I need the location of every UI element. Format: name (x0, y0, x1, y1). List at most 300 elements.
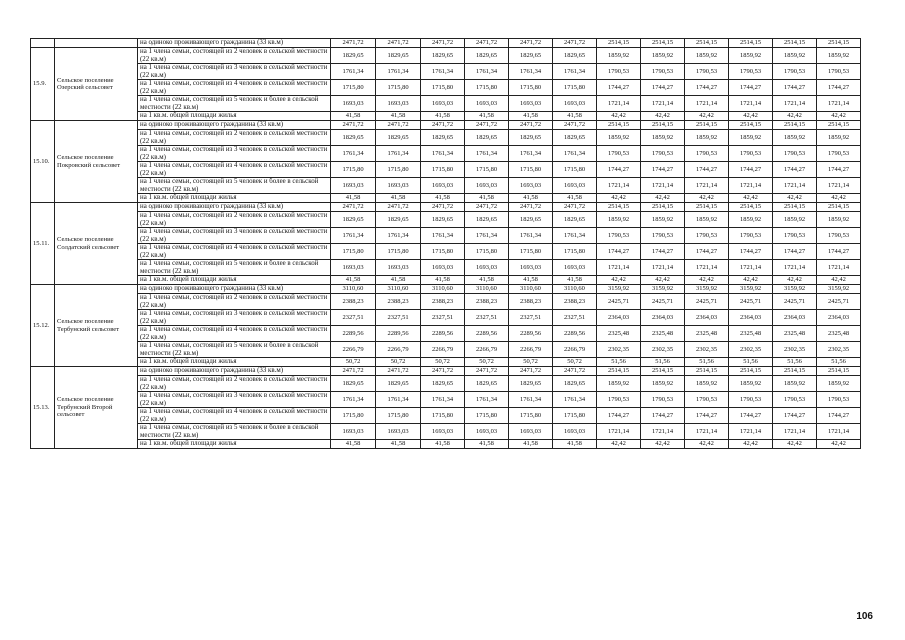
value-cell: 41,58 (331, 440, 376, 449)
value-cell: 1721,14 (597, 96, 641, 112)
value-cell: 2388,23 (465, 294, 509, 310)
value-cell: 41,58 (509, 276, 553, 285)
value-cell: 1829,65 (465, 376, 509, 392)
value-cell: 42,42 (729, 440, 773, 449)
value-cell: 1829,65 (509, 48, 553, 64)
value-cell: 1721,14 (641, 96, 685, 112)
section-number (31, 39, 55, 48)
value-cell: 41,58 (331, 276, 376, 285)
value-cell: 2388,23 (509, 294, 553, 310)
table-row (31, 194, 861, 203)
value-cell: 1790,53 (729, 392, 773, 408)
value-cell: 2514,15 (641, 121, 685, 130)
value-cell: 1790,53 (641, 228, 685, 244)
value-cell: 1829,65 (331, 212, 376, 228)
value-cell: 1715,80 (421, 408, 465, 424)
value-cell: 2266,79 (376, 342, 421, 358)
value-cell: 1829,65 (421, 48, 465, 64)
value-cell: 42,42 (729, 112, 773, 121)
value-cell: 1790,53 (597, 392, 641, 408)
value-cell: 2514,15 (641, 367, 685, 376)
value-cell: 1693,03 (509, 260, 553, 276)
value-cell: 42,42 (817, 112, 861, 121)
table-row (31, 342, 861, 358)
value-cell: 1790,53 (641, 392, 685, 408)
value-cell: 1761,34 (509, 146, 553, 162)
value-cell: 2471,72 (465, 121, 509, 130)
table-row (31, 112, 861, 121)
value-cell: 1829,65 (376, 130, 421, 146)
value-cell: 1693,03 (421, 178, 465, 194)
row-description: на 1 члена семьи, состоящей из 4 человек в сельской местности (22 кв.м) (138, 244, 331, 260)
value-cell: 1761,34 (376, 64, 421, 80)
value-cell: 1715,80 (509, 244, 553, 260)
value-cell: 2471,72 (376, 39, 421, 48)
value-cell: 42,42 (641, 276, 685, 285)
value-cell: 1721,14 (773, 424, 817, 440)
value-cell: 41,58 (376, 112, 421, 121)
value-cell: 2327,51 (421, 310, 465, 326)
value-cell: 3110,60 (376, 285, 421, 294)
value-cell: 41,58 (553, 440, 597, 449)
value-cell: 41,58 (509, 440, 553, 449)
row-description: на одиноко проживающего гражданина (33 кв.м) (138, 285, 331, 294)
value-cell: 1693,03 (376, 96, 421, 112)
value-cell: 41,58 (465, 194, 509, 203)
table-row (31, 203, 861, 212)
value-cell: 1721,14 (641, 424, 685, 440)
section-name: Сельское поселение Тербунский сельсовет (55, 285, 138, 367)
value-cell: 2514,15 (817, 121, 861, 130)
value-cell: 1721,14 (685, 424, 729, 440)
section-name: Сельское поселение Покровский сельсовет (55, 121, 138, 203)
table-row (31, 130, 861, 146)
table-row (31, 80, 861, 96)
value-cell: 2327,51 (376, 310, 421, 326)
value-cell: 1761,34 (553, 392, 597, 408)
value-cell: 1859,92 (817, 376, 861, 392)
row-description: на 1 члена семьи, состоящей из 3 человек в сельской местности (22 кв.м) (138, 392, 331, 408)
value-cell: 1761,34 (421, 392, 465, 408)
value-cell: 1859,92 (817, 130, 861, 146)
value-cell: 1829,65 (553, 212, 597, 228)
value-cell: 1744,27 (641, 244, 685, 260)
value-cell: 41,58 (509, 112, 553, 121)
tariff-table-body (31, 39, 861, 449)
section-number: 15.9. (31, 48, 55, 121)
value-cell: 2471,72 (421, 203, 465, 212)
value-cell: 1859,92 (729, 212, 773, 228)
value-cell: 1859,92 (773, 48, 817, 64)
value-cell: 2302,35 (685, 342, 729, 358)
value-cell: 2471,72 (331, 121, 376, 130)
value-cell: 1721,14 (729, 178, 773, 194)
table-row (31, 440, 861, 449)
row-description: на 1 члена семьи, состоящей из 5 человек и более в сельской местности (22 кв.м) (138, 342, 331, 358)
value-cell: 2514,15 (817, 367, 861, 376)
value-cell: 2325,48 (729, 326, 773, 342)
value-cell: 1715,80 (465, 244, 509, 260)
value-cell: 1761,34 (376, 392, 421, 408)
table-row (31, 162, 861, 178)
value-cell: 1744,27 (729, 80, 773, 96)
value-cell: 1693,03 (509, 424, 553, 440)
value-cell: 41,58 (421, 440, 465, 449)
value-cell: 2266,79 (421, 342, 465, 358)
value-cell: 3159,92 (773, 285, 817, 294)
value-cell: 1790,53 (729, 228, 773, 244)
value-cell: 2364,03 (773, 310, 817, 326)
value-cell: 2514,15 (729, 39, 773, 48)
row-description: на 1 члена семьи, состоящей из 3 человек в сельской местности (22 кв.м) (138, 310, 331, 326)
value-cell: 1790,53 (817, 64, 861, 80)
table-row (31, 146, 861, 162)
value-cell: 1744,27 (641, 408, 685, 424)
value-cell: 1790,53 (773, 228, 817, 244)
value-cell: 1790,53 (597, 146, 641, 162)
value-cell: 41,58 (376, 194, 421, 203)
value-cell: 1715,80 (421, 80, 465, 96)
value-cell: 1859,92 (685, 130, 729, 146)
value-cell: 1715,80 (331, 162, 376, 178)
value-cell: 1761,34 (553, 228, 597, 244)
value-cell: 1761,34 (465, 228, 509, 244)
value-cell: 2514,15 (817, 203, 861, 212)
value-cell: 41,58 (421, 276, 465, 285)
value-cell: 1761,34 (553, 146, 597, 162)
value-cell: 1715,80 (465, 162, 509, 178)
value-cell: 42,42 (597, 276, 641, 285)
value-cell: 1715,80 (421, 244, 465, 260)
value-cell: 1790,53 (729, 64, 773, 80)
value-cell: 1829,65 (509, 130, 553, 146)
table-row (31, 64, 861, 80)
section-number: 15.12. (31, 285, 55, 367)
value-cell: 2471,72 (421, 367, 465, 376)
value-cell: 1790,53 (597, 228, 641, 244)
value-cell: 1859,92 (597, 212, 641, 228)
value-cell: 1859,92 (641, 376, 685, 392)
value-cell: 1721,14 (817, 424, 861, 440)
value-cell: 2471,72 (553, 367, 597, 376)
value-cell: 41,58 (376, 276, 421, 285)
value-cell: 42,42 (817, 440, 861, 449)
value-cell: 1829,65 (553, 48, 597, 64)
section-number: 15.11. (31, 203, 55, 285)
table-row (31, 96, 861, 112)
value-cell: 1790,53 (685, 146, 729, 162)
value-cell: 1859,92 (685, 212, 729, 228)
value-cell: 1761,34 (376, 146, 421, 162)
value-cell: 42,42 (773, 276, 817, 285)
table-row (31, 408, 861, 424)
value-cell: 1693,03 (553, 424, 597, 440)
value-cell: 51,56 (597, 358, 641, 367)
value-cell: 1859,92 (729, 376, 773, 392)
row-description: на 1 члена семьи, состоящей из 5 человек и более в сельской местности (22 кв.м) (138, 424, 331, 440)
value-cell: 1744,27 (685, 244, 729, 260)
value-cell: 1693,03 (509, 96, 553, 112)
row-description: на 1 члена семьи, состоящей из 4 человек в сельской местности (22 кв.м) (138, 326, 331, 342)
row-description: на одиноко проживающего гражданина (33 кв.м) (138, 367, 331, 376)
value-cell: 2302,35 (773, 342, 817, 358)
value-cell: 1790,53 (685, 64, 729, 80)
row-description: на 1 члена семьи, состоящей из 4 человек в сельской местности (22 кв.м) (138, 408, 331, 424)
value-cell: 1715,80 (509, 408, 553, 424)
row-description: на 1 члена семьи, состоящей из 2 человек в сельской местности (22 кв.м) (138, 212, 331, 228)
value-cell: 1829,65 (376, 376, 421, 392)
value-cell: 1744,27 (641, 162, 685, 178)
value-cell: 3110,60 (421, 285, 465, 294)
section-name: Сельское поселение Тербунский Второй сельсовет (55, 367, 138, 449)
value-cell: 41,58 (465, 112, 509, 121)
value-cell: 2425,71 (597, 294, 641, 310)
value-cell: 2514,15 (641, 39, 685, 48)
section-name: Сельское поселение Озерский сельсовет (55, 48, 138, 121)
row-description: на 1 члена семьи, состоящей из 2 человек в сельской местности (22 кв.м) (138, 294, 331, 310)
table-row (31, 39, 861, 48)
row-description: на 1 члена семьи, состоящей из 3 человек в сельской местности (22 кв.м) (138, 228, 331, 244)
value-cell: 50,72 (331, 358, 376, 367)
value-cell: 1715,80 (421, 162, 465, 178)
value-cell: 2514,15 (773, 367, 817, 376)
value-cell: 1744,27 (817, 408, 861, 424)
value-cell: 2471,72 (331, 367, 376, 376)
value-cell: 3110,60 (553, 285, 597, 294)
value-cell: 50,72 (509, 358, 553, 367)
value-cell: 1721,14 (597, 178, 641, 194)
value-cell: 41,58 (553, 194, 597, 203)
value-cell: 1721,14 (729, 424, 773, 440)
value-cell: 1790,53 (641, 146, 685, 162)
value-cell: 1721,14 (729, 96, 773, 112)
value-cell: 1829,65 (376, 48, 421, 64)
value-cell: 1693,03 (331, 178, 376, 194)
value-cell: 41,58 (465, 276, 509, 285)
row-description: на 1 члена семьи, состоящей из 2 человек в сельской местности (22 кв.м) (138, 48, 331, 64)
value-cell: 1829,65 (465, 212, 509, 228)
value-cell: 1829,65 (465, 130, 509, 146)
value-cell: 2289,56 (376, 326, 421, 342)
row-description: на 1 кв.м. общей площади жилья (138, 112, 331, 121)
value-cell: 42,42 (817, 194, 861, 203)
value-cell: 1859,92 (641, 130, 685, 146)
value-cell: 1829,65 (553, 130, 597, 146)
value-cell: 2471,72 (331, 203, 376, 212)
value-cell: 2471,72 (421, 39, 465, 48)
value-cell: 1761,34 (421, 228, 465, 244)
value-cell: 1790,53 (597, 64, 641, 80)
value-cell: 1859,92 (729, 48, 773, 64)
value-cell: 2364,03 (597, 310, 641, 326)
value-cell: 1721,14 (685, 260, 729, 276)
value-cell: 1859,92 (773, 130, 817, 146)
value-cell: 42,42 (597, 194, 641, 203)
value-cell: 2425,71 (729, 294, 773, 310)
value-cell: 1761,34 (509, 392, 553, 408)
table-row (31, 285, 861, 294)
value-cell: 1693,03 (376, 260, 421, 276)
value-cell: 42,42 (817, 276, 861, 285)
value-cell: 42,42 (729, 194, 773, 203)
value-cell: 51,56 (817, 358, 861, 367)
row-description: на одиноко проживающего гражданина (33 кв.м) (138, 121, 331, 130)
value-cell: 2325,48 (641, 326, 685, 342)
value-cell: 2266,79 (553, 342, 597, 358)
value-cell: 1744,27 (817, 244, 861, 260)
value-cell: 2514,15 (773, 39, 817, 48)
value-cell: 1790,53 (685, 228, 729, 244)
value-cell: 1859,92 (817, 48, 861, 64)
value-cell: 2471,72 (465, 39, 509, 48)
section-number: 15.10. (31, 121, 55, 203)
value-cell: 1744,27 (641, 80, 685, 96)
value-cell: 2289,56 (553, 326, 597, 342)
value-cell: 1715,80 (553, 408, 597, 424)
value-cell: 51,56 (641, 358, 685, 367)
value-cell: 1859,92 (597, 130, 641, 146)
value-cell: 1790,53 (773, 146, 817, 162)
value-cell: 1829,65 (421, 212, 465, 228)
row-description: на одиноко проживающего гражданина (33 кв.м) (138, 39, 331, 48)
row-description: на 1 члена семьи, состоящей из 5 человек и более в сельской местности (22 кв.м) (138, 178, 331, 194)
section-name (55, 39, 138, 48)
value-cell: 3159,92 (817, 285, 861, 294)
value-cell: 1761,34 (331, 228, 376, 244)
row-description: на 1 члена семьи, состоящей из 5 человек и более в сельской местности (22 кв.м) (138, 260, 331, 276)
value-cell: 1761,34 (509, 228, 553, 244)
value-cell: 2471,72 (421, 121, 465, 130)
row-description: на 1 члена семьи, состоящей из 4 человек в сельской местности (22 кв.м) (138, 162, 331, 178)
table-row (31, 392, 861, 408)
value-cell: 1790,53 (773, 392, 817, 408)
value-cell: 41,58 (421, 112, 465, 121)
value-cell: 42,42 (773, 194, 817, 203)
value-cell: 1744,27 (773, 244, 817, 260)
value-cell: 2514,15 (641, 203, 685, 212)
value-cell: 1693,03 (465, 424, 509, 440)
value-cell: 2388,23 (421, 294, 465, 310)
value-cell: 2425,71 (817, 294, 861, 310)
value-cell: 2514,15 (685, 367, 729, 376)
value-cell: 1790,53 (817, 228, 861, 244)
value-cell: 1721,14 (641, 260, 685, 276)
value-cell: 41,58 (553, 112, 597, 121)
value-cell: 1744,27 (597, 162, 641, 178)
value-cell: 1829,65 (465, 48, 509, 64)
value-cell: 1693,03 (376, 424, 421, 440)
row-description: на 1 кв.м. общей площади жилья (138, 440, 331, 449)
value-cell: 1859,92 (773, 376, 817, 392)
value-cell: 1715,80 (465, 80, 509, 96)
row-description: на 1 члена семьи, состоящей из 2 человек в сельской местности (22 кв.м) (138, 130, 331, 146)
section-number: 15.13. (31, 367, 55, 449)
table-row (31, 48, 861, 64)
value-cell: 1829,65 (331, 48, 376, 64)
value-cell: 42,42 (641, 112, 685, 121)
value-cell: 2471,72 (553, 121, 597, 130)
table-row (31, 244, 861, 260)
value-cell: 1859,92 (685, 376, 729, 392)
value-cell: 2325,48 (685, 326, 729, 342)
value-cell: 41,58 (331, 112, 376, 121)
value-cell: 1790,53 (641, 64, 685, 80)
value-cell: 1715,80 (331, 408, 376, 424)
value-cell: 42,42 (729, 276, 773, 285)
table-row (31, 228, 861, 244)
value-cell: 2471,72 (376, 203, 421, 212)
table-row (31, 294, 861, 310)
value-cell: 42,42 (597, 440, 641, 449)
value-cell: 1859,92 (641, 212, 685, 228)
value-cell: 2364,03 (685, 310, 729, 326)
value-cell: 50,72 (421, 358, 465, 367)
value-cell: 1790,53 (817, 392, 861, 408)
value-cell: 1744,27 (729, 244, 773, 260)
value-cell: 2425,71 (685, 294, 729, 310)
value-cell: 1761,34 (331, 146, 376, 162)
value-cell: 2514,15 (685, 39, 729, 48)
value-cell: 2514,15 (729, 121, 773, 130)
value-cell: 2266,79 (509, 342, 553, 358)
value-cell: 1715,80 (376, 408, 421, 424)
value-cell: 2266,79 (465, 342, 509, 358)
value-cell: 2471,72 (553, 39, 597, 48)
row-description: на 1 члена семьи, состоящей из 2 человек в сельской местности (22 кв.м) (138, 376, 331, 392)
table-row (31, 121, 861, 130)
value-cell: 2302,35 (597, 342, 641, 358)
row-description: на 1 члена семьи, состоящей из 3 человек в сельской местности (22 кв.м) (138, 64, 331, 80)
value-cell: 1715,80 (376, 80, 421, 96)
value-cell: 1859,92 (685, 48, 729, 64)
row-description: на 1 кв.м. общей площади жилья (138, 276, 331, 285)
value-cell: 2514,15 (817, 39, 861, 48)
value-cell: 42,42 (641, 440, 685, 449)
value-cell: 2289,56 (465, 326, 509, 342)
value-cell: 1744,27 (729, 408, 773, 424)
value-cell: 2388,23 (553, 294, 597, 310)
value-cell: 1721,14 (817, 96, 861, 112)
value-cell: 1715,80 (509, 162, 553, 178)
value-cell: 2514,15 (729, 203, 773, 212)
value-cell: 1859,92 (597, 48, 641, 64)
value-cell: 2325,48 (597, 326, 641, 342)
table-row (31, 310, 861, 326)
value-cell: 3159,92 (597, 285, 641, 294)
value-cell: 1693,03 (331, 96, 376, 112)
value-cell: 2364,03 (729, 310, 773, 326)
value-cell: 50,72 (465, 358, 509, 367)
value-cell: 2388,23 (331, 294, 376, 310)
value-cell: 3159,92 (641, 285, 685, 294)
value-cell: 2514,15 (597, 39, 641, 48)
value-cell: 1829,65 (553, 376, 597, 392)
value-cell: 2266,79 (331, 342, 376, 358)
row-description: на 1 члена семьи, состоящей из 5 человек и более в сельской местности (22 кв.м) (138, 96, 331, 112)
value-cell: 1744,27 (597, 80, 641, 96)
value-cell: 1715,80 (553, 244, 597, 260)
value-cell: 1829,65 (376, 212, 421, 228)
value-cell: 2289,56 (331, 326, 376, 342)
value-cell: 1721,14 (641, 178, 685, 194)
value-cell: 2471,72 (376, 367, 421, 376)
value-cell: 2388,23 (376, 294, 421, 310)
value-cell: 1715,80 (331, 244, 376, 260)
value-cell: 1715,80 (331, 80, 376, 96)
value-cell: 2514,15 (773, 121, 817, 130)
value-cell: 41,58 (509, 194, 553, 203)
value-cell: 1744,27 (773, 408, 817, 424)
